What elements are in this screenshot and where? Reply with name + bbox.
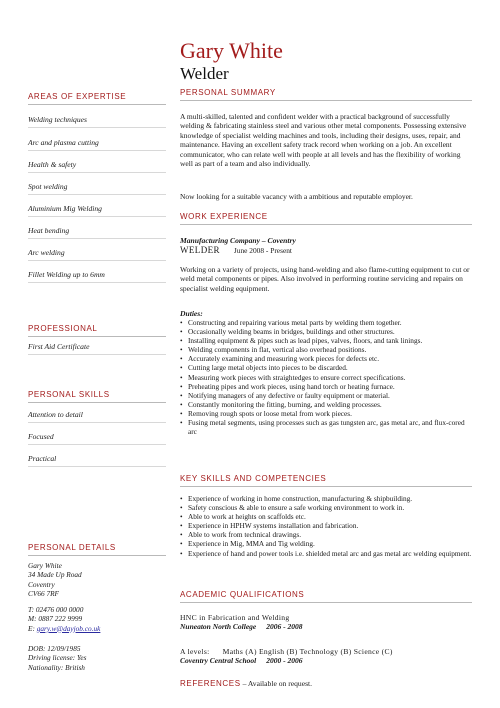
- qualifications-heading: ACADEMIC QUALIFICATIONS: [180, 590, 472, 603]
- address-line: CV66 7RF: [28, 588, 60, 598]
- skill-item: Attention to detail: [28, 410, 166, 423]
- skill-item: Focused: [28, 432, 166, 445]
- role-row: [180, 245, 292, 255]
- skills-heading: PERSONAL SKILLS: [28, 390, 166, 403]
- professional-item: First Aid Certificate: [28, 342, 166, 355]
- candidate-name: Gary White: [180, 38, 283, 63]
- role-description: Working on a variety of projects, using hand-welding and also flame-cutting equipment to cut or weld metal components or pipes. Also involved in performing routine servicing and repairs on specialist welding equipment.: [180, 265, 470, 293]
- summary-text-2: Now looking for a suitable vacancy with a ambitious and reputable employer.: [180, 192, 413, 201]
- email-link[interactable]: gary.w@dayjob.co.uk: [36, 623, 101, 633]
- address-line: 34 Made Up Road: [28, 570, 82, 580]
- details-heading: PERSONAL DETAILS: [28, 543, 166, 556]
- role-title: WELDER: [180, 245, 220, 255]
- references-text: – Available on request.: [240, 679, 313, 688]
- list-item: • Experience in HPHW systems installation and fabrication.: [180, 521, 472, 530]
- company-name: Manufacturing Company – Coventry: [180, 236, 296, 245]
- nationality: Nationality: British: [28, 662, 85, 672]
- expertise-item: Spot welding: [28, 182, 166, 195]
- list-item: • Experience in Mig, MMA and Tig welding.: [180, 539, 472, 548]
- list-item: • Fusing metal segments, using processes such as gas tungsten arc, gas metal arc, and flux-cored arc: [180, 418, 472, 436]
- driving-license: Driving license: Yes: [28, 653, 87, 663]
- school-dates: 2006 - 2008: [266, 622, 303, 631]
- expertise-item: Heat bending: [28, 226, 166, 239]
- list-item: • Able to work from technical drawings.: [180, 530, 472, 539]
- list-item: • Safety conscious & able to ensure a safe working environment to work in.: [180, 503, 472, 512]
- personal-info: [28, 644, 87, 672]
- references-heading: REFERENCES: [180, 679, 241, 688]
- list-item: • Measuring work pieces with straightedges to ensure correct specifications.: [180, 373, 472, 382]
- qualification-2: A levels: Maths (A) English (B) Technology (B) Science (C): [180, 647, 393, 656]
- phone-number: T: 02476 000 0000: [28, 605, 84, 614]
- date-of-birth: DOB: 12/09/1985: [28, 644, 81, 653]
- address-line: Coventry: [28, 579, 55, 589]
- school-name: Coventry Central School: [180, 656, 257, 665]
- list-item: • Experience of working in home construction, manufacturing & shipbuilding.: [180, 494, 472, 503]
- expertise-item: Health & safety: [28, 160, 166, 173]
- duties-list: [180, 318, 472, 436]
- summary-text: A multi-skilled, talented and confident welder with a practical background of successfully welding & fabricating stainless steel and various other metal components. Possessing extensive knowledge of specialist welding machines and tools, including their designs, uses, repair, and maintenance. Having an excellent safety track record when working on a job. An excellent communicator, who can relate well with people at all levels and has the flexibility of working well as part of a team and also individually.: [180, 112, 467, 169]
- experience-heading: WORK EXPERIENCE: [180, 212, 472, 225]
- email-prefix: E:: [28, 623, 37, 633]
- list-item: • Occasionally welding beams in bridges, buildings and other structures.: [180, 327, 472, 336]
- expertise-item: Welding techniques: [28, 115, 166, 128]
- school-dates: 2000 - 2006: [266, 656, 303, 665]
- list-item: • Constructing and repairing various metal parts by welding them together.: [180, 318, 472, 327]
- expertise-item: Aluminium Mig Welding: [28, 204, 166, 217]
- qualification-1: HNC in Fabrication and Welding: [180, 613, 290, 622]
- role-dates: June 2008 - Present: [233, 246, 292, 255]
- skill-item: Practical: [28, 454, 166, 467]
- expertise-heading: AREAS OF EXPERTISE: [28, 92, 166, 105]
- address-line: Gary White: [28, 561, 62, 570]
- school-1: [180, 622, 303, 631]
- cv-header: [180, 40, 283, 84]
- list-item: • Cutting large metal objects into pieces to be discarded.: [180, 363, 472, 372]
- summary-heading: PERSONAL SUMMARY: [180, 88, 472, 101]
- list-item: • Constantly monitoring the fitting, burning, and welding processes.: [180, 400, 472, 409]
- mobile-number: M: 0887 222 9999: [28, 614, 83, 624]
- list-item: • Notifying managers of any defective or faulty equipment or material.: [180, 391, 472, 400]
- professional-heading: PROFESSIONAL: [28, 324, 166, 337]
- job-title: Welder: [180, 64, 229, 83]
- duties-label: Duties:: [180, 309, 203, 318]
- list-item: • Experience of hand and power tools i.e. shielded metal arc and gas metal arc welding equipment.: [180, 549, 472, 558]
- contact-address: [28, 561, 82, 598]
- expertise-item: Arc welding: [28, 248, 166, 261]
- key-skills-heading: KEY SKILLS AND COMPETENCIES: [180, 474, 472, 487]
- expertise-item: Arc and plasma cutting: [28, 138, 166, 151]
- references-row: [180, 679, 312, 688]
- list-item: • Accurately examining and measuring work pieces for defects etc.: [180, 354, 472, 363]
- expertise-item: Fillet Welding up to 6mm: [28, 270, 166, 283]
- list-item: • Installing equipment & pipes such as lead pipes, valves, floors, and tank linings.: [180, 336, 472, 345]
- key-skills-list: [180, 494, 472, 558]
- list-item: • Able to work at heights on scaffolds etc.: [180, 512, 472, 521]
- school-name: Nuneaton North College: [180, 622, 257, 631]
- list-item: • Welding components in flat, vertical also overhead positions.: [180, 345, 472, 354]
- school-2: [180, 656, 303, 665]
- contact-numbers: [28, 605, 100, 633]
- list-item: • Preheating pipes and work pieces, using hand torch or heating furnace.: [180, 382, 472, 391]
- list-item: • Removing rough spots or loose metal from work pieces.: [180, 409, 472, 418]
- email-row: [28, 624, 100, 633]
